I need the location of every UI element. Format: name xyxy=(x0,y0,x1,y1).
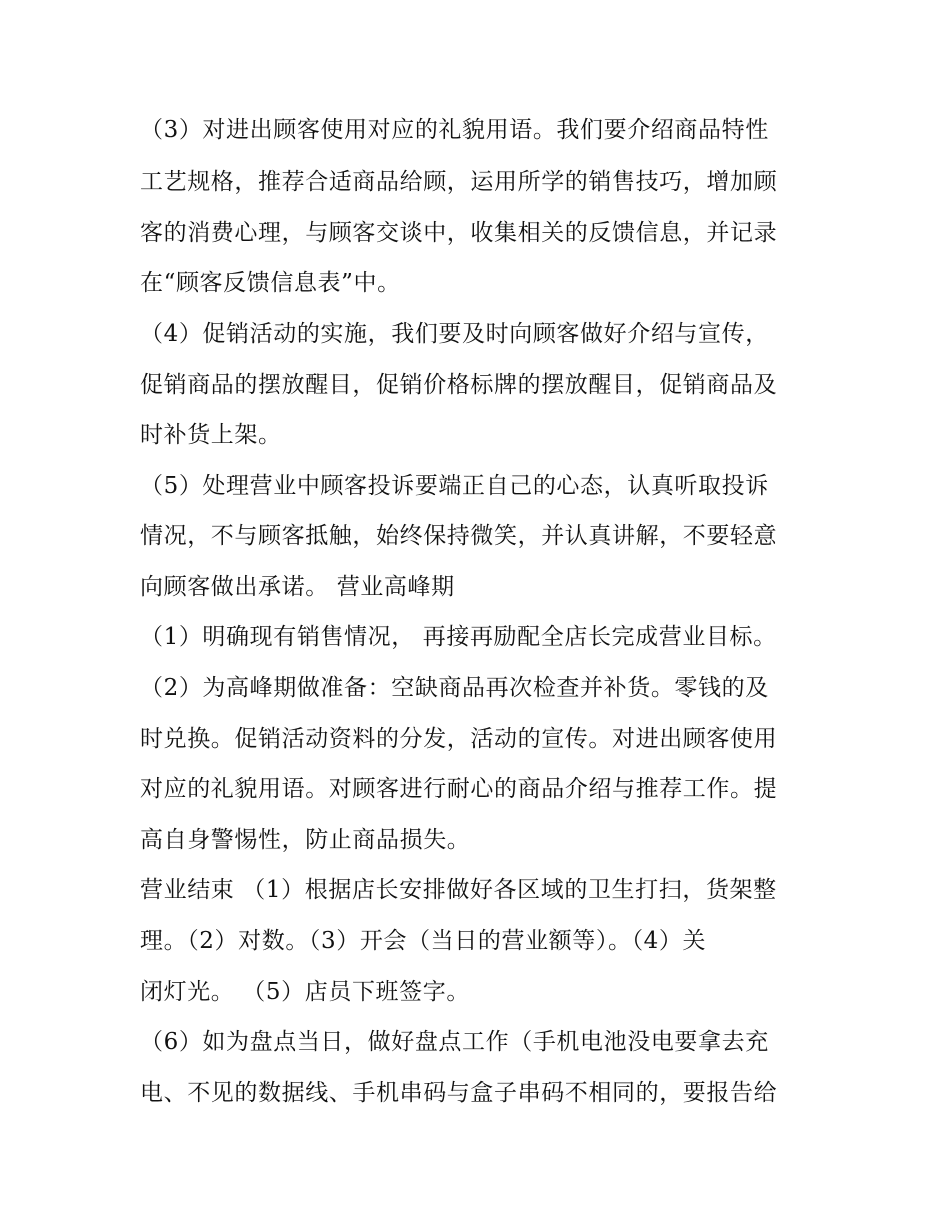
text-line: 促销商品的摆放醒目，促销价格标牌的摆放醒目，促销商品及 xyxy=(140,372,778,398)
text-line: 营业结束 （1）根据店长安排做好各区域的卫生打扫，货架整 xyxy=(140,877,777,903)
text-line: （4）促销活动的实施，我们要及时向顾客做好介绍与宣传， xyxy=(140,321,769,347)
text-line: 情况，不与顾客抵触，始终保持微笑，并认真讲解，不要轻意 xyxy=(140,523,778,549)
text-line: （3）对进出顾客使用对应的礼貌用语。我们要介绍商品特性 xyxy=(140,117,769,143)
text-line: 闭灯光。 （5）店员下班签字。 xyxy=(140,979,470,1005)
text-line: （2）为高峰期做准备：空缺商品再次检查并补货。零钱的及 xyxy=(140,675,769,701)
text-line: 客的消费心理，与顾客交谈中，收集相关的反馈信息，并记录 xyxy=(140,220,778,246)
text-line: （5）处理营业中顾客投诉要端正自己的心态，认真听取投诉 xyxy=(140,473,769,499)
text-line: 电、不见的数据线、手机串码与盒子串码不相同的，要报告给 xyxy=(140,1080,778,1106)
text-line: 时补货上架。 xyxy=(140,422,282,448)
text-line: （6）如为盘点当日，做好盘点工作（手机电池没电要拿去充 xyxy=(140,1029,769,1055)
text-line: 对应的礼貌用语。对顾客进行耐心的商品介绍与推荐工作。提 xyxy=(140,776,778,802)
text-line: 高自身警惕性，防止商品损失。 xyxy=(140,827,471,853)
text-line: （1）明确现有销售情况， 再接再励配全店长完成营业目标。 xyxy=(140,624,777,650)
text-line: 时兑换。促销活动资料的分发，活动的宣传。对进出顾客使用 xyxy=(140,726,778,752)
text-line: 工艺规格，推荐合适商品给顾，运用所学的销售技巧，增加顾 xyxy=(140,169,778,195)
text-line: 理。（2）对数。（3）开会（当日的营业额等）。（4）关 xyxy=(140,928,707,954)
text-line: 在“顾客反馈信息表”中。 xyxy=(140,270,401,296)
text-line: 向顾客做出承诺。 营业高峰期 xyxy=(140,574,455,600)
